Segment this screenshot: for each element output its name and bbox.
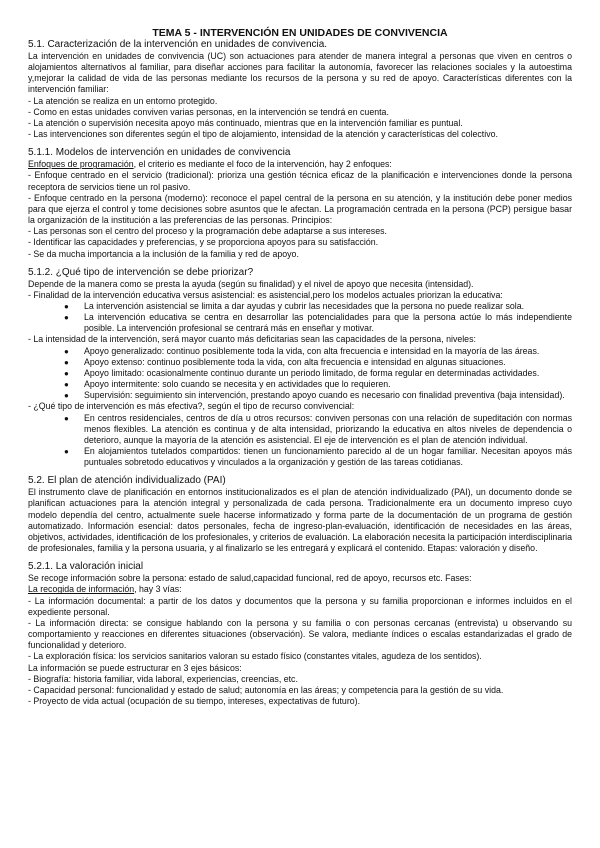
paragraph-enfoques [28, 159, 572, 170]
bullet-item: ● La intervención asistencial se limita a dar ayudas y cubrir las necesidades que la persona no puede realizar sola. [84, 301, 572, 312]
section-heading-5-1-2: 5.1.2. ¿Qué tipo de intervención se debe priorizar? [28, 266, 254, 278]
paragraph-ejes: La información se puede estructurar en 3 ejes básicos: [28, 662, 242, 673]
section-heading-5-1-1: 5.1.1. Modelos de intervención en unidades de convivencia [28, 147, 291, 159]
paragraph-5-1-2-intro: Depende de la manera como se presta la ayuda (según su finalidad) y el nivel de apoyo que necesita (intensidad). [28, 278, 474, 289]
list-item: - Identificar las capacidades y preferencias, y se proporciona apoyos para su satisfacción. [28, 237, 379, 248]
bullet-item: ● Apoyo intermitente: solo cuando se necesita y en actividades que lo requieren. [84, 379, 572, 390]
paragraph-5-1-intro: La intervención en unidades de convivencia (UC) son actuaciones para atender de manera integral a personas que viven en centros o alojamientos alternativos al familiar, para diseñar acciones para facilitar la autonomía, favorecer las relaciones sociales y la autoestima y,mejorar la calidad de vida de las personas mediante los recursos de la persona y su red de apoyo. Características diferentes con la intervención familiar: [28, 51, 572, 95]
paragraph-intensidad: - La intensidad de la intervención, será mayor cuanto más deficitarias sean las capacidades de la persona, niveles: [28, 334, 476, 345]
section-heading-5-2: 5.2. El plan de atención individualizado (PAI) [28, 475, 226, 487]
bullet-list-intensidad [28, 346, 572, 402]
document-title: TEMA 5 - INTERVENCIÓN EN UNIDADES DE CONVIVENCIA [152, 27, 448, 39]
text-span: , hay 3 vías: [134, 584, 182, 595]
list-item: - Las intervenciones son diferentes según el tipo de alojamiento, intensidad de la atención y características del colectivo. [28, 129, 498, 140]
underlined-term: Enfoques de programación [28, 159, 134, 170]
paragraph-efectiva: - ¿Qué tipo de intervención es más efectiva?, según el tipo de recurso convivencial: [28, 401, 355, 412]
section-heading-5-1: 5.1. Caracterización de la intervención en unidades de convivencia. [28, 39, 328, 50]
paragraph-documental: - La información documental: a partir de los datos y documentos que la persona y su familia proporcionan e informes incluidos en el expediente personal. [28, 595, 572, 617]
bullet-item: ● En alojamientos tutelados compartidos: tienen un funcionamiento parecido al de un hogar familiar. Necesitan apoyos más puntuales sobretodo educativos y vinculados a la organización y gestión de las tareas cotidianas. [84, 446, 572, 468]
text-span: , el criterio es mediante el foco de la intervención, hay 2 enfoques: [133, 159, 392, 170]
bullet-list-finalidad [28, 301, 572, 334]
bullet-item: ● Apoyo generalizado: continuo posiblemente toda la vida, con alta frecuencia e intensidad en la mayoría de las áreas. [84, 346, 572, 357]
list-item: - Biografía: historia familiar, vida laboral, experiencias, creencias, etc. [28, 673, 298, 684]
paragraph-finalidad: - Finalidad de la intervención educativa versus asistencial: es asistencial,pero los modelos actuales priorizan la educativa: [28, 289, 503, 300]
paragraph-5-2-1-intro: Se recoge información sobre la persona: estado de salud,capacidad funcional, red de apoyo, recursos etc. Fases: [28, 573, 472, 584]
paragraph-exploracion: - La exploración física: los servicios sanitarios valoran su estado físico (constantes vitales, agudeza de los sentidos). [28, 651, 482, 662]
underlined-term: La recogida de información [28, 584, 135, 595]
list-item: - La atención o supervisión necesita apoyo más continuado, mientras que en la intervención familiar es puntual. [28, 117, 463, 128]
paragraph-recogida [28, 584, 572, 595]
paragraph-pai: El instrumento clave de planificación en entornos institucionalizados es el plan de atención individualizado (PAI), un documento donde se planifican actuaciones para la atención integral y personalizada de cada persona. Tradicionalmente era un documento impreso cuyo modelo dependía del centro, actualmente suele hacerse informatizado y forma parte de la documentación de un programa de gestión automatizado. Información esencial: datos personales, fecha de ingreso-plan-evaluación, identificación de necesidades en las áreas, objetivos, actividades, identificación de los profesionales, y criterios de evaluación. La elaboración necesita la participación interdisciplinaria de profesionales, familia y la persona usuaria, y al finalizarlo se les entregará y explicará el contenido. Etapas: valoración y diseño. [28, 487, 572, 554]
list-item: - Capacidad personal: funcionalidad y estado de salud; autonomía en las áreas; y competencia para la gestión de su vida. [28, 684, 504, 695]
bullet-item: ● En centros residenciales, centros de día u otros recursos: conviven personas con una relación de supeditación con normas menos flexibles. La atención es continua y de alta intensidad, priorizando la educativa en altos niveles de dependencia o deterioro, aunque la mayoría de la atención es asistencial. El eje de intervención es el plan de atención individual. [84, 413, 572, 446]
paragraph-enfoque-persona: - Enfoque centrado en la persona (moderno): reconoce el papel central de la persona en su atención, y la institución debe poner medios para que ejerza el control y tome decisiones sobre asuntos que le afectan. La programación centrada en la persona (PCP) persigue basar la organización de la institución a las preferencias de las personas. Principios: [28, 192, 572, 226]
list-item: - Como en estas unidades conviven varias personas, en la intervención se tendrá en cuenta. [28, 106, 389, 117]
bullet-item: ● Apoyo limitado: ocasionalmente continuo durante un periodo limitado, de forma regular en determinadas actividades. [84, 368, 572, 379]
bullet-item: ● Apoyo extenso: continuo posiblemente toda la vida, con alta frecuencia e intensidad en algunas situaciones. [84, 357, 572, 368]
bullet-list-recurso [28, 413, 572, 469]
list-item: - La atención se realiza en un entorno protegido. [28, 95, 218, 106]
list-item: - Proyecto de vida actual (ocupación de su tiempo, intereses, expectativas de futuro). [28, 695, 361, 706]
paragraph-directa: - La información directa: se consigue hablando con la persona y su familia o con personas cercanas (entrevista) u observando su comportamiento y reacciones en diferentes situaciones (observación). Se valora, mediante índices o escalas estandarizadas el grado de funcionalidad y deterioro. [28, 617, 572, 651]
bullet-item: ● Supervisión: seguimiento sin intervención, prestando apoyo cuando es necesario con finalidad preventiva (baja intensidad). [84, 390, 572, 401]
paragraph-enfoque-servicio: - Enfoque centrado en el servicio (tradicional): prioriza una gestión técnica eficaz de la planificación e intervenciones donde la persona receptora de servicios tiene un rol pasivo. [28, 170, 572, 192]
list-item: - Las personas son el centro del proceso y la programación debe adaptarse a sus intereses. [28, 226, 387, 237]
section-heading-5-2-1: 5.2.1. La valoración inicial [28, 561, 144, 573]
list-item: - Se da mucha importancia a la inclusión de la familia y red de apoyo. [28, 248, 299, 259]
bullet-item: ● La intervención educativa se centra en desarrollar las potencialidades para que la persona actúe lo más independiente posible. La intervención profesional se centrará más en enseñar y motivar. [84, 312, 572, 334]
